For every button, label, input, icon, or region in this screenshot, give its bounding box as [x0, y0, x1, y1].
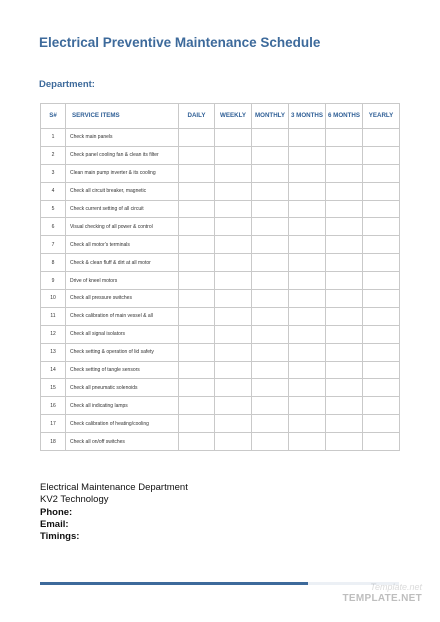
- cell-weekly[interactable]: [215, 218, 252, 236]
- cell-monthly[interactable]: [252, 146, 289, 164]
- row-service-item: Check all pressure switches: [66, 290, 179, 308]
- cell-6-months[interactable]: [326, 415, 363, 433]
- footer-timings-label: Timings:: [40, 531, 80, 543]
- cell-3-months[interactable]: [289, 200, 326, 218]
- cell-weekly[interactable]: [215, 272, 252, 290]
- cell-6-months[interactable]: [326, 325, 363, 343]
- row-service-item: Check current setting of all circuit: [66, 200, 179, 218]
- table-row: [41, 164, 400, 182]
- header-sn: S#: [41, 104, 66, 129]
- cell-yearly[interactable]: [363, 129, 400, 147]
- row-sn: 14: [41, 361, 66, 379]
- cell-6-months[interactable]: [326, 182, 363, 200]
- cell-6-months[interactable]: [326, 164, 363, 182]
- cell-weekly[interactable]: [215, 236, 252, 254]
- row-service-item: Drive of kneel motors: [66, 272, 179, 290]
- row-sn: 17: [41, 415, 66, 433]
- cell-3-months[interactable]: [289, 379, 326, 397]
- row-service-item: Check all pneumatic solenoids: [66, 379, 179, 397]
- row-service-item: Check setting & operation of lid safety: [66, 343, 179, 361]
- header-service-items: SERVICE ITEMS: [66, 104, 179, 129]
- cell-monthly[interactable]: [252, 343, 289, 361]
- row-service-item: Check calibration of main vessel & all: [66, 307, 179, 325]
- cell-daily[interactable]: [179, 129, 215, 147]
- cell-monthly[interactable]: [252, 164, 289, 182]
- cell-monthly[interactable]: [252, 307, 289, 325]
- row-sn: 2: [41, 146, 66, 164]
- cell-weekly[interactable]: [215, 182, 252, 200]
- cell-6-months[interactable]: [326, 272, 363, 290]
- footer-email-label: Email:: [40, 518, 69, 530]
- cell-weekly[interactable]: [215, 415, 252, 433]
- row-sn: 4: [41, 182, 66, 200]
- row-sn: 5: [41, 200, 66, 218]
- table-row: [41, 236, 400, 254]
- row-service-item: Check & clean fluff & dirt at all motor: [66, 254, 179, 272]
- cell-yearly[interactable]: [363, 433, 400, 451]
- table-row: [41, 200, 400, 218]
- row-sn: 13: [41, 343, 66, 361]
- table-row: [41, 290, 400, 308]
- cell-monthly[interactable]: [252, 272, 289, 290]
- cell-daily[interactable]: [179, 343, 215, 361]
- cell-monthly[interactable]: [252, 433, 289, 451]
- cell-3-months[interactable]: [289, 307, 326, 325]
- footer-company: KV2 Technology: [40, 494, 109, 506]
- table-row: [41, 218, 400, 236]
- cell-3-months[interactable]: [289, 343, 326, 361]
- cell-monthly[interactable]: [252, 236, 289, 254]
- cell-6-months[interactable]: [326, 379, 363, 397]
- cell-monthly[interactable]: [252, 397, 289, 415]
- header-weekly: WEEKLY: [215, 104, 252, 129]
- document-title: Electrical Preventive Maintenance Schedule: [39, 35, 321, 50]
- cell-daily[interactable]: [179, 325, 215, 343]
- cell-monthly[interactable]: [252, 379, 289, 397]
- row-sn: 8: [41, 254, 66, 272]
- table-row: [41, 272, 400, 290]
- table-row: [41, 129, 400, 147]
- cell-monthly[interactable]: [252, 218, 289, 236]
- cell-daily[interactable]: [179, 307, 215, 325]
- cell-monthly[interactable]: [252, 290, 289, 308]
- cell-3-months[interactable]: [289, 129, 326, 147]
- watermark: [308, 582, 428, 608]
- cell-weekly[interactable]: [215, 200, 252, 218]
- cell-yearly[interactable]: [363, 379, 400, 397]
- row-sn: 7: [41, 236, 66, 254]
- cell-daily[interactable]: [179, 433, 215, 451]
- cell-daily[interactable]: [179, 164, 215, 182]
- table-row: [41, 254, 400, 272]
- cell-monthly[interactable]: [252, 325, 289, 343]
- cell-3-months[interactable]: [289, 325, 326, 343]
- cell-yearly[interactable]: [363, 397, 400, 415]
- table-row: [41, 343, 400, 361]
- cell-weekly[interactable]: [215, 325, 252, 343]
- table-row: [41, 307, 400, 325]
- header-3-months: 3 MONTHS: [289, 104, 326, 129]
- cell-daily[interactable]: [179, 236, 215, 254]
- watermark-ghost-text: Template.net: [370, 582, 422, 592]
- row-service-item: Check all motor's terminals: [66, 236, 179, 254]
- cell-daily[interactable]: [179, 361, 215, 379]
- cell-6-months[interactable]: [326, 146, 363, 164]
- table-body: [41, 129, 400, 451]
- row-sn: 12: [41, 325, 66, 343]
- cell-3-months[interactable]: [289, 146, 326, 164]
- footer-department: Electrical Maintenance Department: [40, 482, 188, 493]
- row-service-item: Check all circuit breaker, magnetic: [66, 182, 179, 200]
- table-header-row: [41, 104, 400, 129]
- cell-daily[interactable]: [179, 146, 215, 164]
- cell-yearly[interactable]: [363, 200, 400, 218]
- cell-3-months[interactable]: [289, 433, 326, 451]
- row-sn: 16: [41, 397, 66, 415]
- cell-yearly[interactable]: [363, 164, 400, 182]
- cell-weekly[interactable]: [215, 164, 252, 182]
- cell-monthly[interactable]: [252, 254, 289, 272]
- cell-3-months[interactable]: [289, 236, 326, 254]
- footer-phone-label: Phone:: [40, 506, 73, 518]
- cell-yearly[interactable]: [363, 218, 400, 236]
- table-row: [41, 325, 400, 343]
- cell-3-months[interactable]: [289, 182, 326, 200]
- cell-yearly[interactable]: [363, 343, 400, 361]
- row-sn: 6: [41, 218, 66, 236]
- row-sn: 15: [41, 379, 66, 397]
- cell-monthly[interactable]: [252, 182, 289, 200]
- header-yearly: YEARLY: [363, 104, 400, 129]
- cell-weekly[interactable]: [215, 379, 252, 397]
- cell-6-months[interactable]: [326, 361, 363, 379]
- row-sn: 18: [41, 433, 66, 451]
- cell-daily[interactable]: [179, 415, 215, 433]
- cell-6-months[interactable]: [326, 343, 363, 361]
- cell-yearly[interactable]: [363, 254, 400, 272]
- maintenance-schedule-table: [40, 103, 400, 451]
- cell-3-months[interactable]: [289, 290, 326, 308]
- cell-3-months[interactable]: [289, 272, 326, 290]
- cell-yearly[interactable]: [363, 415, 400, 433]
- row-service-item: Visual checking of all power & control: [66, 218, 179, 236]
- cell-monthly[interactable]: [252, 415, 289, 433]
- cell-weekly[interactable]: [215, 146, 252, 164]
- cell-6-months[interactable]: [326, 254, 363, 272]
- cell-weekly[interactable]: [215, 397, 252, 415]
- cell-weekly[interactable]: [215, 129, 252, 147]
- cell-daily[interactable]: [179, 200, 215, 218]
- cell-yearly[interactable]: [363, 325, 400, 343]
- cell-weekly[interactable]: [215, 254, 252, 272]
- cell-yearly[interactable]: [363, 236, 400, 254]
- row-sn: 1: [41, 129, 66, 147]
- cell-daily[interactable]: [179, 379, 215, 397]
- cell-yearly[interactable]: [363, 272, 400, 290]
- cell-6-months[interactable]: [326, 290, 363, 308]
- cell-6-months[interactable]: [326, 200, 363, 218]
- cell-6-months[interactable]: [326, 236, 363, 254]
- watermark-brand-text: TEMPLATE.NET: [342, 593, 422, 604]
- cell-3-months[interactable]: [289, 415, 326, 433]
- row-sn: 9: [41, 272, 66, 290]
- cell-monthly[interactable]: [252, 129, 289, 147]
- cell-daily[interactable]: [179, 290, 215, 308]
- cell-daily[interactable]: [179, 254, 215, 272]
- cell-3-months[interactable]: [289, 397, 326, 415]
- row-service-item: Check panel cooling fan & clean its filter: [66, 146, 179, 164]
- cell-yearly[interactable]: [363, 290, 400, 308]
- header-6-months: 6 MONTHS: [326, 104, 363, 129]
- department-label: Department:: [39, 79, 95, 90]
- table-row: [41, 379, 400, 397]
- row-service-item: Check setting of tangle sensors: [66, 361, 179, 379]
- row-sn: 10: [41, 290, 66, 308]
- cell-6-months[interactable]: [326, 397, 363, 415]
- cell-6-months[interactable]: [326, 129, 363, 147]
- table-row: [41, 415, 400, 433]
- row-service-item: Clean main pump inverter & its cooling: [66, 164, 179, 182]
- row-service-item: Check all indicating lamps: [66, 397, 179, 415]
- cell-yearly[interactable]: [363, 182, 400, 200]
- cell-weekly[interactable]: [215, 290, 252, 308]
- table-row: [41, 182, 400, 200]
- cell-yearly[interactable]: [363, 307, 400, 325]
- cell-weekly[interactable]: [215, 433, 252, 451]
- header-daily: DAILY: [179, 104, 215, 129]
- cell-yearly[interactable]: [363, 146, 400, 164]
- cell-6-months[interactable]: [326, 433, 363, 451]
- row-service-item: Check main panels: [66, 129, 179, 147]
- cell-daily[interactable]: [179, 218, 215, 236]
- cell-3-months[interactable]: [289, 254, 326, 272]
- cell-daily[interactable]: [179, 272, 215, 290]
- row-sn: 11: [41, 307, 66, 325]
- cell-yearly[interactable]: [363, 361, 400, 379]
- cell-6-months[interactable]: [326, 307, 363, 325]
- cell-weekly[interactable]: [215, 307, 252, 325]
- cell-3-months[interactable]: [289, 164, 326, 182]
- cell-monthly[interactable]: [252, 200, 289, 218]
- cell-daily[interactable]: [179, 182, 215, 200]
- header-monthly: MONTHLY: [252, 104, 289, 129]
- cell-weekly[interactable]: [215, 361, 252, 379]
- cell-weekly[interactable]: [215, 343, 252, 361]
- row-service-item: Check all signal isolators: [66, 325, 179, 343]
- footer-contact: [40, 482, 188, 543]
- cell-monthly[interactable]: [252, 361, 289, 379]
- row-service-item: Check calibration of heating/cooling: [66, 415, 179, 433]
- cell-3-months[interactable]: [289, 361, 326, 379]
- row-sn: 3: [41, 164, 66, 182]
- table-row: [41, 397, 400, 415]
- row-service-item: Check all on/off switches: [66, 433, 179, 451]
- table-row: [41, 361, 400, 379]
- cell-3-months[interactable]: [289, 218, 326, 236]
- table-row: [41, 146, 400, 164]
- cell-6-months[interactable]: [326, 218, 363, 236]
- table-row: [41, 433, 400, 451]
- cell-daily[interactable]: [179, 397, 215, 415]
